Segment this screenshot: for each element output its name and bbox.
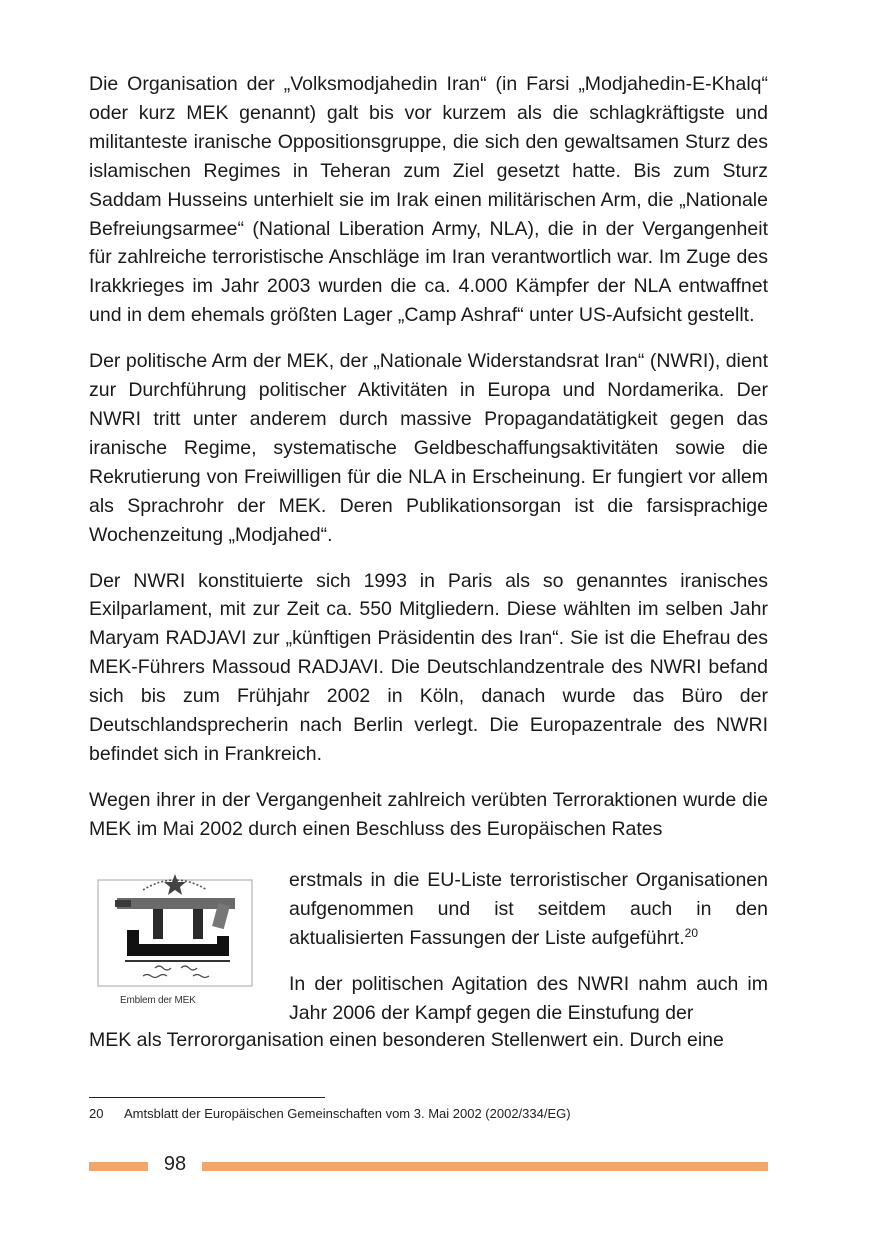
mek-emblem-image <box>97 868 253 988</box>
page-number: 98 <box>163 1153 187 1175</box>
footer-bar-right <box>202 1162 768 1171</box>
paragraph-4-wrap <box>289 866 768 953</box>
footer-bar-left <box>89 1162 148 1171</box>
footnote-divider <box>89 1097 325 1098</box>
body-text-top <box>89 70 768 844</box>
footnote-ref: 20 <box>684 925 699 940</box>
paragraph-5-continued: MEK als Terrororganisation einen besonderen Stellenwert ein. Durch eine <box>89 1029 724 1051</box>
paragraph-3: Der NWRI konstituierte sich 1993 in Paris als so genanntes iranisches Exilparlament, mit zur Zeit ca. 550 Mitgliedern. Diese wählten im selben Jahr Maryam RADJAVI zur „künftigen Präsidentin des Iran“. Sie ist die Ehefrau des MEK-Führers Massoud RADJAVI. Die Deutschlandzentrale des NWRI befand sich bis zum Frühjahr 2002 in Köln, danach wurde das Büro der Deutschlandsprecherin nach Berlin verlegt. Die Europazentrale des NWRI befindet sich in Frankreich. <box>89 569 768 765</box>
paragraph-4-intro: Wegen ihrer in der Vergangenheit zahlreich verübten Terroraktionen wurde die MEK im Mai 2002 durch einen Beschluss des Europäischen Rates <box>89 788 768 840</box>
paragraph-4-wrap-text: erstmals in die EU-Liste terroristischer Organisationen aufgenommen und ist seitdem auch in den aktualisierten Fassungen der Liste aufgeführt. <box>289 869 768 949</box>
emblem-figure <box>89 868 259 1006</box>
paragraph-2: Der politische Arm der MEK, der „Nationale Widerstandsrat Iran“ (NWRI), dient zur Durchführung politischer Aktivitäten in Europa und Nordamerika. Der NWRI tritt unter anderem durch massive Propagandatätigkeit gegen das iranische Regime, systematische Geldbeschaffungsaktivitäten sowie die Rekrutierung von Freiwilligen für die NLA in Erscheinung. Er fungiert vor allem als Sprachrohr der MEK. Deren Publikationsorgan ist die farsisprachige Wochenzeitung „Modjahed“. <box>89 350 768 546</box>
footnote <box>89 1106 571 1121</box>
paragraph-1: Die Organisation der „Volksmodjahedin Iran“ (in Farsi „Modjahedin-E-Khalq“ oder kurz MEK genannt) galt bis vor kurzem als die schlagkräftigste und militanteste iranische Oppositionsgruppe, die sich den gewaltsamen Sturz des islamischen Regimes in Teheran zum Ziel gesetzt hatte. Bis zum Sturz Saddam Husseins unterhielt sie im Irak einen militärischen Arm, die „Nationale Befreiungsarmee“ (National Liberation Army, NLA), die in der Vergangenheit für zahlreiche terroristische Anschläge im Iran verantwortlich war. Im Zuge des Irakkrieges im Jahr 2003 wurden die ca. 4.000 Kämpfer der NLA entwaffnet und in dem ehemals größten Lager „Camp Ashraf“ unter US-Aufsicht gestellt. <box>89 73 768 327</box>
footnote-number: 20 <box>89 1106 104 1121</box>
body-text-bottom <box>89 1026 768 1055</box>
emblem-caption: Emblem der MEK <box>120 995 196 1006</box>
paragraph-5-wrap: In der politischen Agitation des NWRI nahm auch im Jahr 2006 der Kampf gegen die Einstufung der <box>289 972 768 1024</box>
wrapped-text <box>289 866 768 1028</box>
footnote-text: Amtsblatt der Europäischen Gemeinschaften vom 3. Mai 2002 (2002/334/EG) <box>124 1106 571 1121</box>
